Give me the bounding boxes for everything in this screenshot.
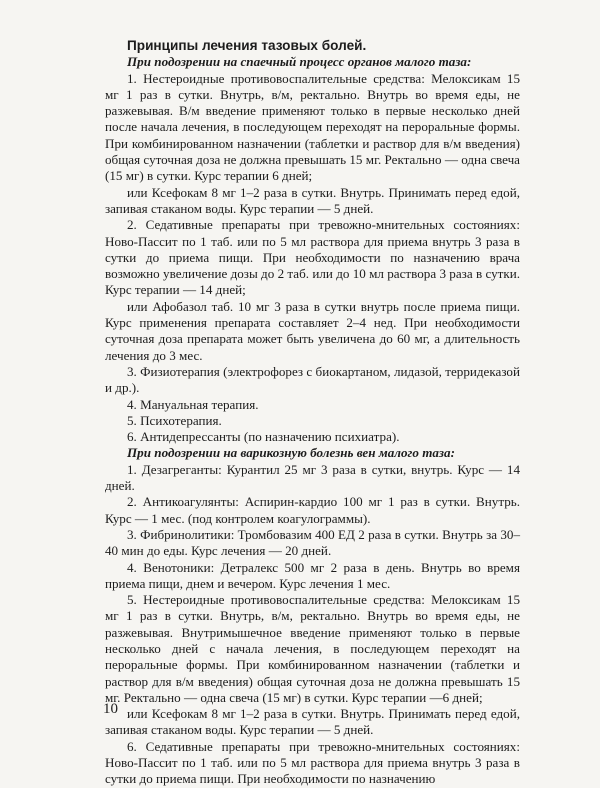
paragraph: 6. Седативные препараты при тревожно-мнительных состояниях: Ново-Пассит по 1 таб. или по 5 мл раствора для приема внутрь 3 раза в сутки до приема пищи. При необходимости по назначению	[105, 738, 520, 787]
paragraph: 4. Венотоники: Детралекс 500 мг 2 раза в день. Внутрь во время приема пищи, днем и вечером. Курс лечения 1 мес.	[105, 559, 520, 591]
section-heading-adhesions: При подозрении на спаечный процесс органов малого таза:	[127, 54, 472, 70]
paragraph: 1. Нестероидные противовоспалительные средства: Мелоксикам 15 мг 1 раз в сутки. Внутрь, в/м, ректально. Внутрь во время еды, не разжевывая. В/м введение применяют только в первые несколько дней после начала лечения, в последующем переходят на пероральные формы. При комбинированном назначении (таблетки и раствор для в/м введения) общая суточная доза не должна превышать 15 мг. Ректально — одна свеча (15 мг) в сутки. Курс терапии 6 дней;	[105, 70, 520, 184]
paragraph: 3. Физиотерапия (электрофорез с биокартаном, лидазой, терридеказой и др.).	[105, 363, 520, 396]
paragraph: или Ксефокам 8 мг 1–2 раза в сутки. Внутрь. Принимать перед едой, запивая стаканом воды. Курс терапии — 5 дней.	[105, 184, 520, 216]
paragraph: 5. Психотерапия.	[127, 412, 222, 428]
paragraph: 2. Антикоагулянты: Аспирин-кардио 100 мг 1 раз в сутки. Внутрь. Курс — 1 мес. (под контролем коагулограммы).	[105, 494, 520, 526]
paragraph: 3. Фибринолитики: Тромбовазим 400 ЕД 2 раза в сутки. Внутрь за 30–40 мин до еды. Курс лечения — 20 дней.	[105, 526, 520, 559]
paragraph: 6. Антидепрессанты (по назначению психиатра).	[127, 429, 400, 445]
paragraph: или Ксефокам 8 мг 1–2 раза в сутки. Внутрь. Принимать перед едой, запивая стаканом воды. Курс терапии — 5 дней.	[105, 706, 520, 738]
paragraph: или Афобазол таб. 10 мг 3 раза в сутки внутрь после приема пищи. Курс применения препарата составляет 2–4 нед. При необходимости суточная доза препарата может быть увеличена до 60 мг, а длительность лечения до 3 мес.	[105, 298, 520, 363]
page-title: Принципы лечения тазовых болей.	[127, 38, 367, 53]
section-heading-varicose: При подозрении на варикозную болезнь вен малого таза:	[127, 445, 455, 461]
page-number: 10	[103, 701, 118, 717]
page-content	[105, 38, 520, 788]
paragraph: 1. Дезагреганты: Курантил 25 мг 3 раза в сутки, внутрь. Курс — 14 дней.	[105, 461, 520, 494]
paragraph: 2. Седативные препараты при тревожно-мнительных состояниях: Ново-Пассит по 1 таб. или по 5 мл раствора для приема внутрь 3 раза в сутки до приема пищи. При необходимости по назначению врача возможно увеличение дозы до 2 таб. или до 10 мл раствора 3 раза в сутки. Курс терапии — 14 дней;	[105, 217, 520, 298]
paragraph: 4. Мануальная терапия.	[127, 396, 259, 412]
paragraph: 5. Нестероидные противовоспалительные средства: Мелоксикам 15 мг 1 раз в сутки. Внутрь, в/м, ректально. Внутрь во время еды, не разжевывая. Внутримышечное введение применяют только в первые несколько дней с начала лечения, в последующем переходят на пероральные формы. При комбинированном назначении (таблетки и раствор для в/м введения) общая суточная доза не должна превышать 15 мг. Ректально — одна свеча (15 мг) в сутки. Курс терапии —6 дней;	[105, 592, 520, 705]
